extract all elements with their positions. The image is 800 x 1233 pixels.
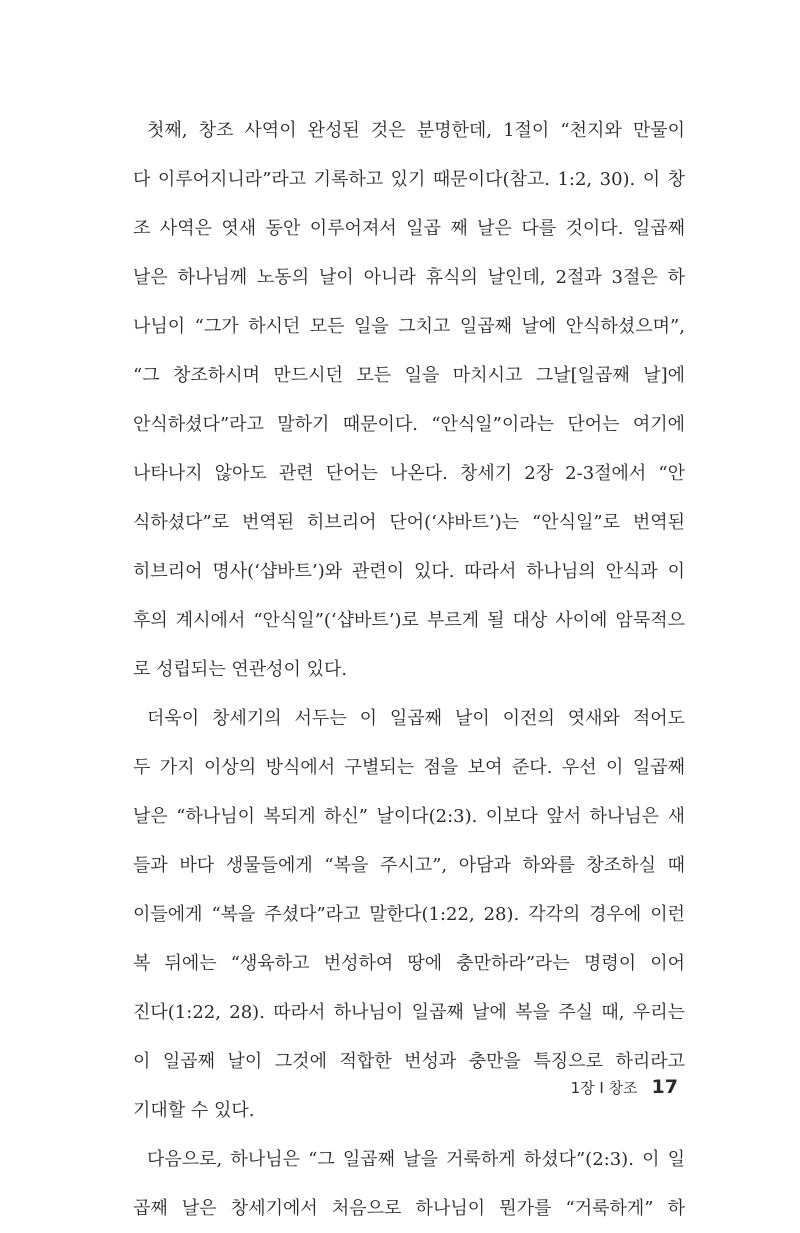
paragraph bbox=[133, 694, 685, 1135]
text-line: 더욱이 창세기의 서두는 이 일곱째 날이 이전의 엿새와 적어도 bbox=[147, 708, 685, 729]
text-line: 나타나지 않아도 관련 단어는 나온다. 창세기 2장 2-3절에서 “안 bbox=[133, 463, 685, 484]
body-text bbox=[133, 106, 685, 1233]
text-line: 들과 바다 생물들에게 “복을 주시고”, 아담과 하와를 창조하실 때 bbox=[133, 855, 685, 876]
text-line: 이들에게 “복을 주셨다”라고 말한다(1:22, 28). 각각의 경우에 이런 bbox=[133, 904, 685, 925]
text-line: 첫째, 창조 사역이 완성된 것은 분명한데, 1절이 “천지와 만물이 bbox=[147, 120, 685, 141]
text-line: 곱째 날은 창세기에서 처음으로 하나님이 뭔가를 “거룩하게” 하 bbox=[133, 1198, 685, 1219]
page-number: 17 bbox=[651, 1076, 678, 1098]
text-line: 기대할 수 있다. bbox=[133, 1100, 255, 1121]
text-line: 나님이 “그가 하시던 모든 일을 그치고 일곱째 날에 안식하셨으며”, bbox=[133, 316, 685, 337]
text-line: 후의 계시에서 “안식일”(‘샵바트’)로 부르게 될 대상 사이에 암묵적으 bbox=[133, 610, 685, 631]
paragraph bbox=[133, 1135, 685, 1233]
text-line: 다음으로, 하나님은 “그 일곱째 날을 거룩하게 하셨다”(2:3). 이 일 bbox=[147, 1149, 685, 1170]
text-line: 진다(1:22, 28). 따라서 하나님이 일곱째 날에 복을 주실 때, 우리는 bbox=[133, 1002, 685, 1023]
text-line: 날은 하나님께 노동의 날이 아니라 휴식의 날인데, 2절과 3절은 하 bbox=[133, 267, 685, 288]
text-line: 로 성립되는 연관성이 있다. bbox=[133, 659, 348, 680]
text-line: 히브리어 명사(‘샵바트’)와 관련이 있다. 따라서 하나님의 안식과 이 bbox=[133, 561, 685, 582]
text-line: 식하셨다”로 번역된 히브리어 단어(‘샤바트’)는 “안식일”로 번역된 bbox=[133, 512, 685, 533]
running-chapter-title: 1장 I 창조 bbox=[570, 1079, 638, 1097]
text-line: 다 이루어지니라”라고 기록하고 있기 때문이다(참고. 1:2, 30). 이 창 bbox=[133, 169, 685, 190]
text-line: 복 뒤에는 “생육하고 번성하여 땅에 충만하라”라는 명령이 이어 bbox=[133, 953, 685, 974]
text-line: “그 창조하시며 만드시던 모든 일을 마치시고 그날[일곱째 날]에 bbox=[133, 365, 685, 386]
text-line: 안식하셨다”라고 말하기 때문이다. “안식일”이라는 단어는 여기에 bbox=[133, 414, 685, 435]
text-line: 이 일곱째 날이 그것에 적합한 번성과 충만을 특징으로 하리라고 bbox=[133, 1051, 685, 1072]
text-line: 두 가지 이상의 방식에서 구별되는 점을 보여 준다. 우선 이 일곱째 bbox=[133, 757, 685, 778]
text-line: 조 사역은 엿새 동안 이루어져서 일곱 째 날은 다를 것이다. 일곱째 bbox=[133, 218, 685, 239]
text-line: 날은 “하나님이 복되게 하신” 날이다(2:3). 이보다 앞서 하나님은 새 bbox=[133, 806, 685, 827]
page-footer bbox=[571, 1076, 678, 1098]
paragraph bbox=[133, 106, 685, 694]
